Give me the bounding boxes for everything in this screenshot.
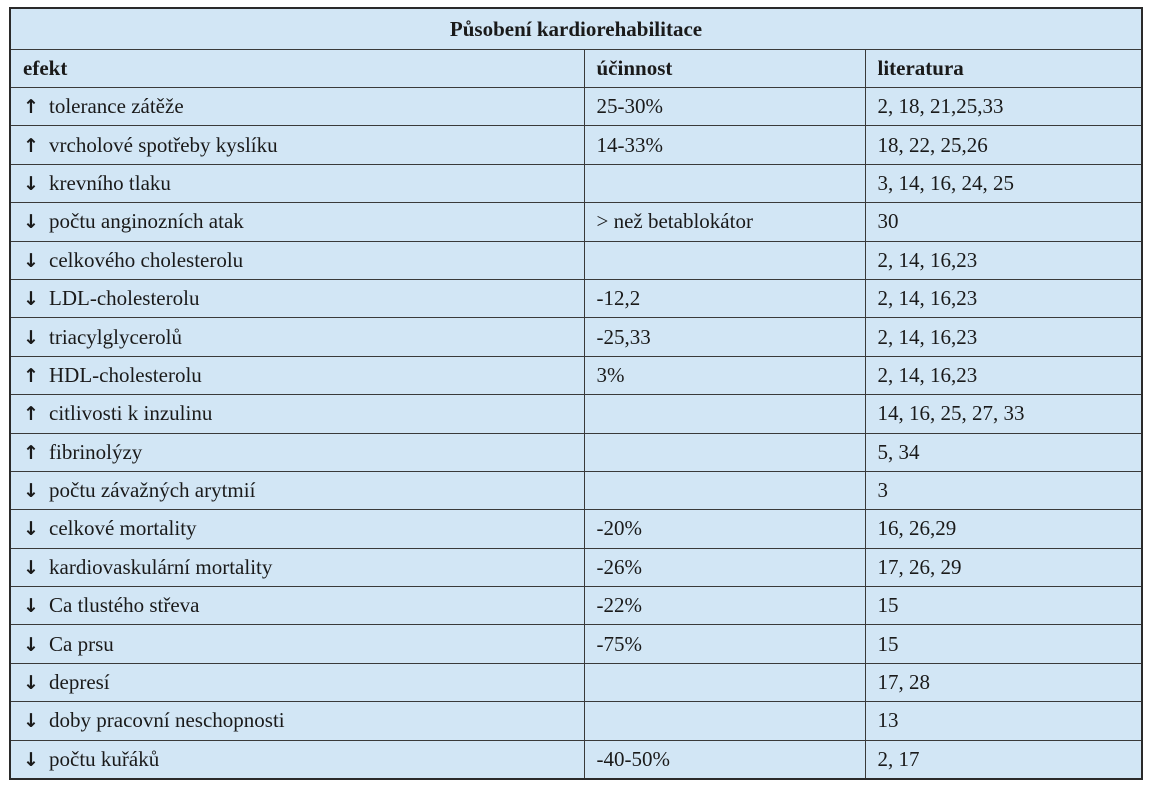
arrow-down-icon: ↓ bbox=[23, 556, 39, 579]
literature-cell: 5, 34 bbox=[865, 433, 1142, 471]
literature-cell: 3 bbox=[865, 471, 1142, 509]
efficacy-cell: -26% bbox=[584, 548, 865, 586]
table-row bbox=[10, 88, 1142, 126]
effect-label: celkové mortality bbox=[49, 516, 197, 541]
efficacy-cell bbox=[584, 395, 865, 433]
table-row bbox=[10, 433, 1142, 471]
literature-cell: 3, 14, 16, 24, 25 bbox=[865, 164, 1142, 202]
effect-cell bbox=[10, 395, 584, 433]
table-row bbox=[10, 164, 1142, 202]
literature-cell: 2, 14, 16,23 bbox=[865, 356, 1142, 394]
effect-label: počtu závažných arytmií bbox=[49, 478, 256, 503]
table-row bbox=[10, 318, 1142, 356]
efficacy-cell: 14-33% bbox=[584, 126, 865, 164]
table-row bbox=[10, 587, 1142, 625]
effect-cell bbox=[10, 164, 584, 202]
effect-label: tolerance zátěže bbox=[49, 94, 184, 119]
efficacy-cell: -12,2 bbox=[584, 279, 865, 317]
table-header-row bbox=[10, 50, 1142, 88]
effect-cell bbox=[10, 587, 584, 625]
efficacy-cell bbox=[584, 241, 865, 279]
effect-cell bbox=[10, 471, 584, 509]
effect-cell bbox=[10, 126, 584, 164]
efficacy-cell bbox=[584, 433, 865, 471]
literature-cell: 15 bbox=[865, 625, 1142, 663]
arrow-down-icon: ↓ bbox=[23, 288, 39, 311]
efficacy-cell: -20% bbox=[584, 510, 865, 548]
effect-cell bbox=[10, 356, 584, 394]
arrow-down-icon: ↓ bbox=[23, 518, 39, 541]
arrow-down-icon: ↓ bbox=[23, 211, 39, 234]
literature-cell: 13 bbox=[865, 702, 1142, 740]
efficacy-cell: -40-50% bbox=[584, 740, 865, 779]
effect-label: LDL-cholesterolu bbox=[49, 286, 200, 311]
arrow-down-icon: ↓ bbox=[23, 595, 39, 618]
efficacy-cell: -25,33 bbox=[584, 318, 865, 356]
effects-table-container bbox=[9, 7, 1141, 780]
table-row bbox=[10, 241, 1142, 279]
effect-label: vrcholové spotřeby kyslíku bbox=[49, 132, 278, 157]
effect-cell bbox=[10, 433, 584, 471]
effect-cell bbox=[10, 510, 584, 548]
arrow-down-icon: ↓ bbox=[23, 672, 39, 695]
arrow-up-icon: ↑ bbox=[23, 96, 39, 119]
literature-cell: 15 bbox=[865, 587, 1142, 625]
column-header-literature: literatura bbox=[865, 50, 1142, 88]
arrow-down-icon: ↓ bbox=[23, 172, 39, 195]
effect-cell bbox=[10, 88, 584, 126]
effect-label: fibrinolýzy bbox=[49, 439, 143, 464]
table-body bbox=[10, 88, 1142, 780]
efficacy-cell bbox=[584, 164, 865, 202]
literature-cell: 30 bbox=[865, 203, 1142, 241]
arrow-down-icon: ↓ bbox=[23, 633, 39, 656]
effect-cell bbox=[10, 203, 584, 241]
effect-label: celkového cholesterolu bbox=[49, 247, 244, 272]
efficacy-cell bbox=[584, 471, 865, 509]
arrow-down-icon: ↓ bbox=[23, 249, 39, 272]
table-row bbox=[10, 356, 1142, 394]
literature-cell: 2, 14, 16,23 bbox=[865, 241, 1142, 279]
column-header-effect: efekt bbox=[10, 50, 584, 88]
effect-label: triacylglycerolů bbox=[49, 324, 182, 349]
efficacy-cell bbox=[584, 702, 865, 740]
table-title-row bbox=[10, 8, 1142, 50]
effect-label: HDL-cholesterolu bbox=[49, 362, 202, 387]
literature-cell: 2, 14, 16,23 bbox=[865, 279, 1142, 317]
table-row bbox=[10, 395, 1142, 433]
literature-cell: 14, 16, 25, 27, 33 bbox=[865, 395, 1142, 433]
table-row bbox=[10, 203, 1142, 241]
effect-label: počtu kuřáků bbox=[49, 746, 160, 771]
arrow-down-icon: ↓ bbox=[23, 748, 39, 771]
effect-cell bbox=[10, 279, 584, 317]
efficacy-cell: -22% bbox=[584, 587, 865, 625]
effect-cell bbox=[10, 702, 584, 740]
literature-cell: 17, 26, 29 bbox=[865, 548, 1142, 586]
effect-cell bbox=[10, 663, 584, 701]
effect-label: krevního tlaku bbox=[49, 170, 171, 195]
table-row bbox=[10, 740, 1142, 779]
arrow-down-icon: ↓ bbox=[23, 710, 39, 733]
table-row bbox=[10, 471, 1142, 509]
effect-cell bbox=[10, 241, 584, 279]
table-title: Působení kardiorehabilitace bbox=[10, 8, 1142, 50]
arrow-down-icon: ↓ bbox=[23, 480, 39, 503]
table-row bbox=[10, 548, 1142, 586]
effect-label: citlivosti k inzulinu bbox=[49, 401, 213, 426]
effect-cell bbox=[10, 625, 584, 663]
arrow-down-icon: ↓ bbox=[23, 326, 39, 349]
arrow-up-icon: ↑ bbox=[23, 134, 39, 157]
effect-cell bbox=[10, 548, 584, 586]
effect-label: počtu anginozních atak bbox=[49, 209, 244, 234]
arrow-up-icon: ↑ bbox=[23, 441, 39, 464]
literature-cell: 17, 28 bbox=[865, 663, 1142, 701]
effect-label: Ca prsu bbox=[49, 631, 114, 656]
cardiorehabilitation-effects-table bbox=[9, 7, 1143, 780]
literature-cell: 16, 26,29 bbox=[865, 510, 1142, 548]
table-row bbox=[10, 625, 1142, 663]
arrow-up-icon: ↑ bbox=[23, 403, 39, 426]
efficacy-cell bbox=[584, 663, 865, 701]
literature-cell: 2, 14, 16,23 bbox=[865, 318, 1142, 356]
effect-label: kardiovaskulární mortality bbox=[49, 554, 273, 579]
literature-cell: 2, 17 bbox=[865, 740, 1142, 779]
efficacy-cell: 25-30% bbox=[584, 88, 865, 126]
table-row bbox=[10, 279, 1142, 317]
efficacy-cell: > než betablokátor bbox=[584, 203, 865, 241]
effect-label: doby pracovní neschopnosti bbox=[49, 708, 285, 733]
literature-cell: 2, 18, 21,25,33 bbox=[865, 88, 1142, 126]
table-row bbox=[10, 126, 1142, 164]
effect-cell bbox=[10, 740, 584, 779]
effect-cell bbox=[10, 318, 584, 356]
arrow-up-icon: ↑ bbox=[23, 364, 39, 387]
table-row bbox=[10, 663, 1142, 701]
column-header-efficacy: účinnost bbox=[584, 50, 865, 88]
efficacy-cell: 3% bbox=[584, 356, 865, 394]
efficacy-cell: -75% bbox=[584, 625, 865, 663]
table-row bbox=[10, 702, 1142, 740]
table-row bbox=[10, 510, 1142, 548]
effect-label: Ca tlustého střeva bbox=[49, 593, 200, 618]
literature-cell: 18, 22, 25,26 bbox=[865, 126, 1142, 164]
effect-label: depresí bbox=[49, 670, 110, 695]
